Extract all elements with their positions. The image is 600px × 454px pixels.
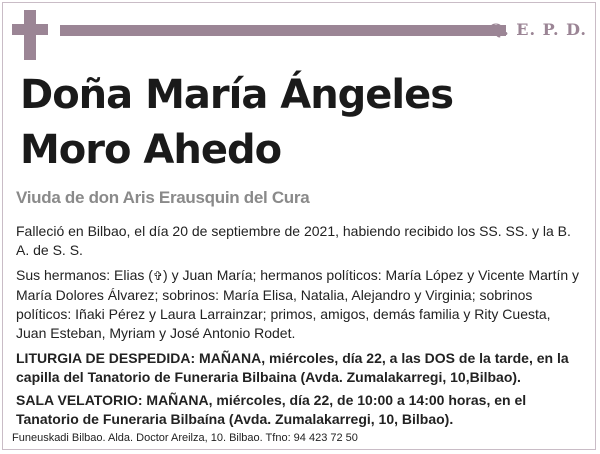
family-text-part2: ) y Juan María; hermanos políticos: María López y Vicente Martín y María Dolores Álvarez; sobrinos: María Elisa, Natalia, Alejandro y Virginia; sobrinos políticos: Iñaki Pérez y Laura Larrainzar; primos, amigos, demás familia y Rity Cuesta, Juan Esteban, Myriam y José Antonio Rodet. — [16, 267, 580, 341]
header-rule — [60, 25, 506, 36]
funeral-home-footer: Funeuskadi Bilbao. Alda. Doctor Areilza, 10. Bilbao. Tfno: 94 423 72 50 — [12, 432, 358, 444]
family-paragraph — [16, 266, 582, 343]
liturgy-paragraph: LITURGIA DE DESPEDIDA: MAÑANA, miércoles, día 22, a las DOS de la tarde, en la capilla del Tanatorio de Funeraria Bilbaina (Avda. Zumalakarregi, 10,Bilbao). — [16, 350, 569, 385]
deceased-name-line2: Moro Ahedo — [20, 127, 282, 173]
small-cross-icon: ✞ — [152, 269, 164, 283]
cross-horizontal-bar — [12, 24, 48, 35]
obituary-body — [16, 222, 582, 433]
death-notice-paragraph: Falleció en Bilbao, el día 20 de septiembre de 2021, habiendo recibido los SS. SS. y la B. A. de S. S. — [16, 223, 571, 258]
velatorio-paragraph: SALA VELATORIO: MAÑANA, miércoles, día 22, de 10:00 a 14:00 horas, en el Tanatorio de Funeraria Bilbaína (Avda. Zumalakarregi, 10, Bilbao). — [16, 392, 527, 427]
cross-vertical-bar — [24, 10, 36, 60]
qepd-label: Q. E. P. D. — [488, 20, 587, 39]
widow-subtitle: Viuda de don Aris Erausquin del Cura — [16, 188, 310, 207]
family-text-part1: Sus hermanos: Elias ( — [16, 267, 153, 283]
deceased-name-line1: Doña María Ángeles — [20, 72, 454, 118]
deceased-name — [20, 68, 453, 178]
